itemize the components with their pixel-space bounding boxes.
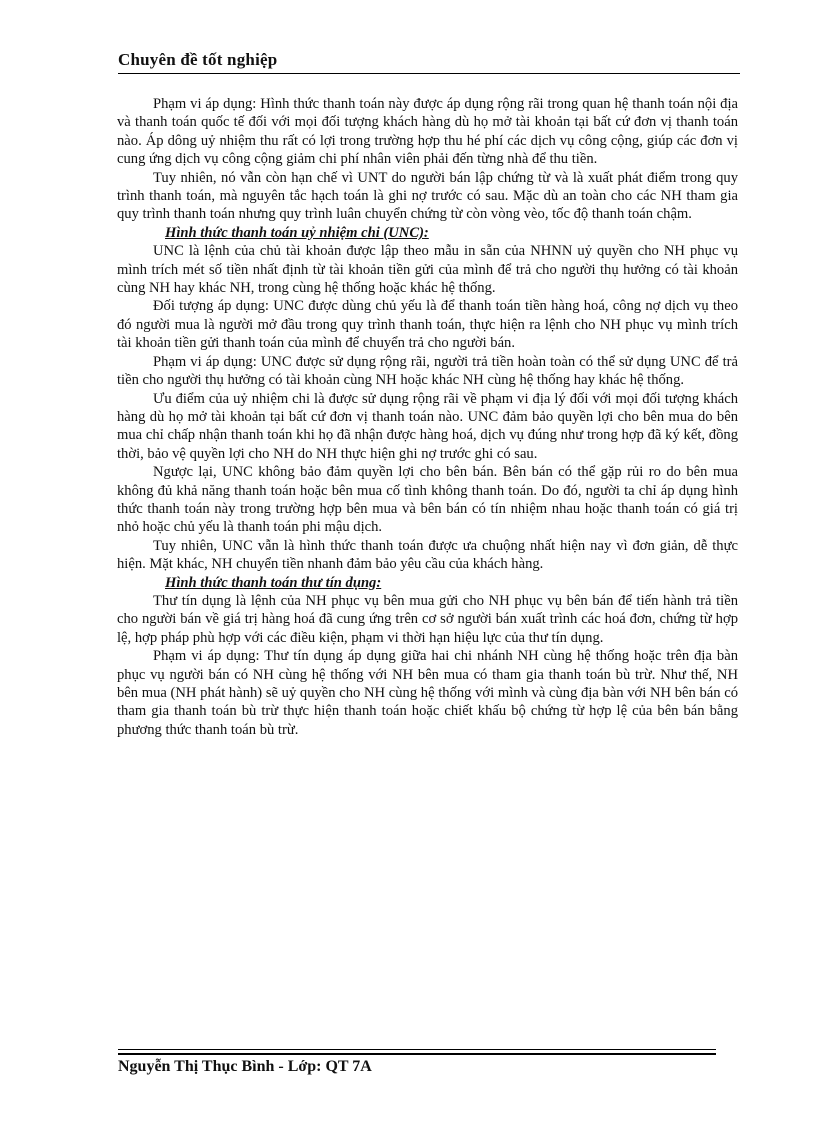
paragraph-lc-scope: Phạm vi áp dụng: Thư tín dụng áp dụng giữa hai chi nhánh NH cùng hệ thống hoặc trên địa bàn phục vụ người bán có NH cùng hệ thống với NH bên mua có tham gia thanh toán bù trừ. Như thế, NH bên mua (NH phát hành) sẽ uỷ quyền cho NH cùng hệ thống với mình và cùng địa bàn với NH bên bán có tham gia thanh toán bù trừ thực hiện thanh toán hoặc chiết khấu bộ chứng từ hợp lệ của bên bán bằng phương thức thanh toán bù trừ. [117, 648, 738, 738]
page-header [118, 50, 740, 70]
footer-divider-thick [118, 1053, 716, 1055]
paragraph-limitations-unt: Tuy nhiên, nó vẫn còn hạn chế vì UNT do người bán lập chứng từ và là xuất phát điểm trong quy trình thanh toán, mà nguyên tắc hạch toán là ghi nợ trước có sau. Mặc dù an toàn cho các NH tham gia quy trình thanh toán nhưng quy trình luân chuyển chứng từ còn vòng vèo, tốc độ thanh toán chậm. [117, 169, 738, 223]
paragraph-lc-definition: Thư tín dụng là lệnh của NH phục vụ bên mua gửi cho NH phục vụ bên bán để tiến hành trả tiền cho người bán về giá trị hàng hoá đã cung ứng trên cơ sở người bán xuất trình các hoá đơn, chứng từ hợp lệ, hợp pháp phù hợp với các điều kiện, phạm vi thời hạn hiệu lực của thư tín dụng. [117, 592, 738, 646]
document-title: Chuyên đề tốt nghiệp [118, 50, 278, 69]
paragraph-unc-definition: UNC là lệnh của chủ tài khoản được lập theo mẫu in sẵn của NHNN uỷ quyền cho NH phục vụ mình trích mét số tiền nhất định từ tài khoản tiền gửi của mình để trả cho người thụ hưởng có tài khoản cùng NH hay khác NH, trong cùng hệ thống hoặc khác hệ thống. [117, 243, 738, 297]
page-footer: Nguyễn Thị Thục Bình - Lớp: QT 7A [118, 1058, 372, 1075]
header-divider [118, 73, 740, 74]
paragraph-unc-subjects: Đối tượng áp dụng: UNC được dùng chủ yếu là để thanh toán tiền hàng hoá, công nợ dịch vụ theo đó người mua là người mở đầu trong quy trình thanh toán, thực hiện ra lệnh cho NH phục vụ mình trích tài khoản tiền gửi thanh toán của mình để chuyển trả cho người bán. [117, 298, 738, 352]
paragraph-unc-scope: Phạm vi áp dụng: UNC được sử dụng rộng rãi, người trả tiền hoàn toàn có thể sử dụng UNC để trả tiền cho người thụ hưởng có tài khoản cùng NH hoặc khác NH cùng hệ thống hay khác hệ thống. [117, 353, 738, 389]
paragraph-unc-advantages: Ưu điểm của uỷ nhiệm chi là được sử dụng rộng rãi về phạm vi địa lý đối với mọi đối tượng khách hàng dù họ mở tài khoản tại bất cứ đơn vị thanh toán nào. UNC đảm bảo quyền lợi cho bên mua do bên mua chỉ chấp nhận thanh toán khi họ đã nhận được hàng hoá, dịch vụ đúng như trong hợp đã ký kết, đồng thời, bảo vệ quyền lợi cho NH do NH thực hiện ghi nợ trước ghi có sau. [117, 390, 738, 462]
paragraph-unc-disadvantages: Ngược lại, UNC không bảo đảm quyền lợi cho bên bán. Bên bán có thể gặp rủi ro do bên mua không đủ khả năng thanh toán hoặc bên mua cố tình không thanh toán. Do đó, người ta chỉ áp dụng hình thức thanh toán này trong trường hợp bên mua và bên bán có tín nhiệm nhau hoặc thanh toán có giá trị nhỏ hoặc chủ yếu là thanh toán phi mậu dịch. [117, 464, 738, 536]
page-body [117, 95, 738, 739]
paragraph-scope-unt: Phạm vi áp dụng: Hình thức thanh toán này được áp dụng rộng rãi trong quan hệ thanh toán nội địa và thanh toán quốc tế đối với mọi đối tượng khách hàng dù họ mở tài khoản tại bất cứ đơn vị thanh toán nào. Áp dông uỷ nhiệm thu rất có lợi trong trường hợp thu hé phí các dịch vụ công cộng, giúp các đơn vị cung ứng dịch vụ công cộng giảm chi phí nhân viên phải đến từng nhà để thu tiền. [117, 96, 738, 168]
paragraph-unc-popularity: Tuy nhiên, UNC vẫn là hình thức thanh toán được ưa chuộng nhất hiện nay vì đơn giản, dễ thực hiện. Mặt khác, NH chuyển tiền nhanh đảm bảo yêu cầu của khách hàng. [117, 537, 738, 573]
section-heading-unc: Hình thức thanh toán uỷ nhiệm chi (UNC): [165, 224, 429, 241]
footer-divider-thin [118, 1049, 716, 1050]
section-heading-letter-of-credit: Hình thức thanh toán thư tín dụng: [165, 574, 382, 591]
